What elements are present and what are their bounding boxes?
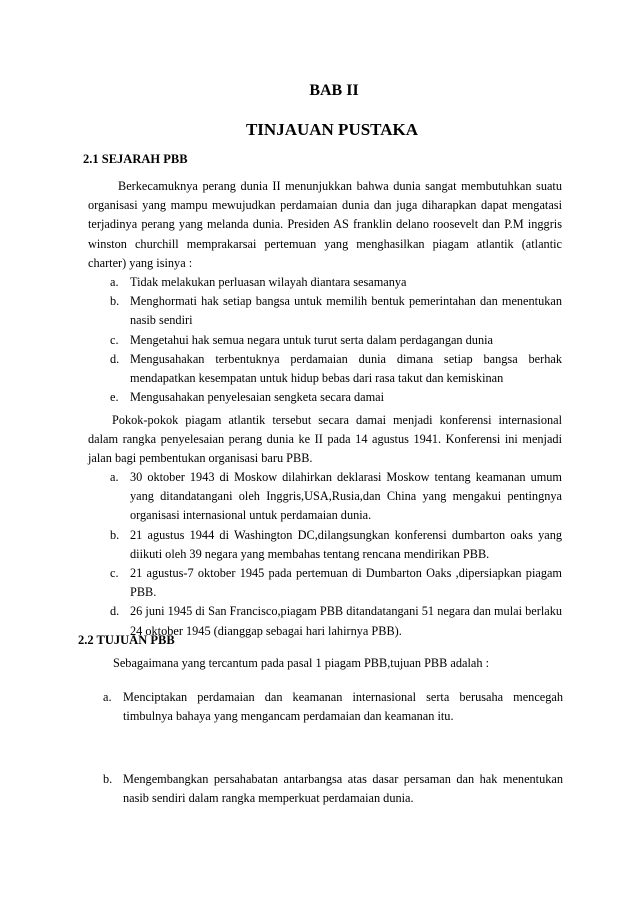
list-marker: a. (103, 690, 112, 704)
goals-intro: Sebagaimana yang tercantum pada pasal 1 piagam PBB,tujuan PBB adalah : (113, 656, 489, 670)
list-item-text: 21 agustus-7 oktober 1945 pada pertemuan di Dumbarton Oaks ,dipersiapkan piagam PBB. (130, 566, 562, 600)
goal-item (103, 770, 563, 808)
charter-item (110, 273, 562, 292)
list-marker: b. (110, 527, 120, 542)
event-item (110, 564, 562, 602)
charter-item (110, 292, 562, 330)
events-list (110, 468, 562, 641)
list-item-text: Tidak melakukan perluasan wilayah diantara sesamanya (130, 275, 407, 289)
list-item-text: Mengetahui hak semua negara untuk turut serta dalam perdagangan dunia (130, 332, 493, 347)
list-marker: c. (110, 566, 119, 581)
chapter-title: TINJAUAN PUSTAKA (245, 120, 419, 139)
charter-item (110, 331, 562, 350)
list-marker: a. (110, 275, 119, 289)
goal-item (103, 688, 563, 726)
chapter-heading: BAB II (309, 82, 359, 99)
list-item-text: Mengusahakan penyelesaian sengketa secara damai (130, 390, 385, 405)
list-marker: d. (110, 604, 120, 619)
list-marker: b. (103, 772, 113, 786)
goals-list-b (103, 770, 563, 808)
list-item-text: 21 agustus 1944 di Washington DC,dilangsungkan konferensi dumbarton oaks yang diikuti oleh 39 negara yang membahas tentang rencana mendirikan PBB. (130, 527, 562, 561)
event-item (110, 468, 562, 526)
list-item-text: 26 juni 1945 di San Francisco,piagam PBB ditandatangani 51 negara dan mulai berlaku 24 oktober 1945 (dianggap sebagai hari lahirnya PBB). (130, 604, 562, 638)
goals-list-a (103, 688, 563, 726)
list-marker: e. (110, 390, 119, 405)
charter-list (110, 273, 562, 407)
list-marker: a. (110, 470, 119, 484)
intro-paragraph: Berkecamuknya perang dunia II menunjukkan bahwa dunia sangat membutuhkan suatu organisasi yang mampu mewujudkan perdamaian dunia dan juga diharapkan dapat mengatasi terjadinya perang yang melanda dunia. Presiden AS franklin delano roosevelt dan P.M inggris winston churchill memprakarsai pertemuan yang menghasilkan piagam atlantik (atlantic charter) yang isinya : (88, 179, 562, 270)
list-marker: b. (110, 294, 120, 309)
section-heading-sejarah: 2.1 SEJARAH PBB (83, 152, 188, 166)
list-item-text: Mengusahakan terbentuknya perdamaian dunia dimana setiap bangsa berhak mendapatkan kesempatan untuk hidup bebas dari rasa takut dan kemiskinan (130, 351, 562, 386)
followup-paragraph: Pokok-pokok piagam atlantik tersebut secara damai menjadi konferensi internasional dalam rangka penyelesaian perang dunia ke II pada 14 agustus 1941. Konferensi ini menjadi jalan bagi pembentukan organisasi baru PBB. (88, 413, 562, 466)
event-item (110, 526, 562, 564)
list-marker: d. (110, 351, 120, 366)
event-item (110, 602, 562, 640)
list-item-text: 30 oktober 1943 di Moskow dilahirkan deklarasi Moskow tentang keamanan umum yang ditandatangani oleh Inggris,USA,Rusia,dan China yang mengakui pentingnya organisasi internasional untuk perdamaian dunia. (130, 470, 562, 523)
list-item-text: Mengembangkan persahabatan antarbangsa atas dasar persaman dan hak menentukan nasib sendiri dalam rangka memperkuat perdamaian dunia. (123, 772, 563, 806)
list-item-text: Menghormati hak setiap bangsa untuk memilih bentuk pemerintahan dan menentukan nasib sendiri (130, 294, 562, 328)
list-item-text: Menciptakan perdamaian dan keamanan internasional serta berusaha mencegah timbulnya bahaya yang mengancam perdamaian dan keamanan itu. (123, 690, 563, 724)
charter-item (110, 350, 562, 388)
charter-item (110, 388, 562, 407)
list-marker: c. (110, 332, 119, 347)
section-heading-tujuan: 2.2 TUJUAN PBB (78, 633, 175, 647)
